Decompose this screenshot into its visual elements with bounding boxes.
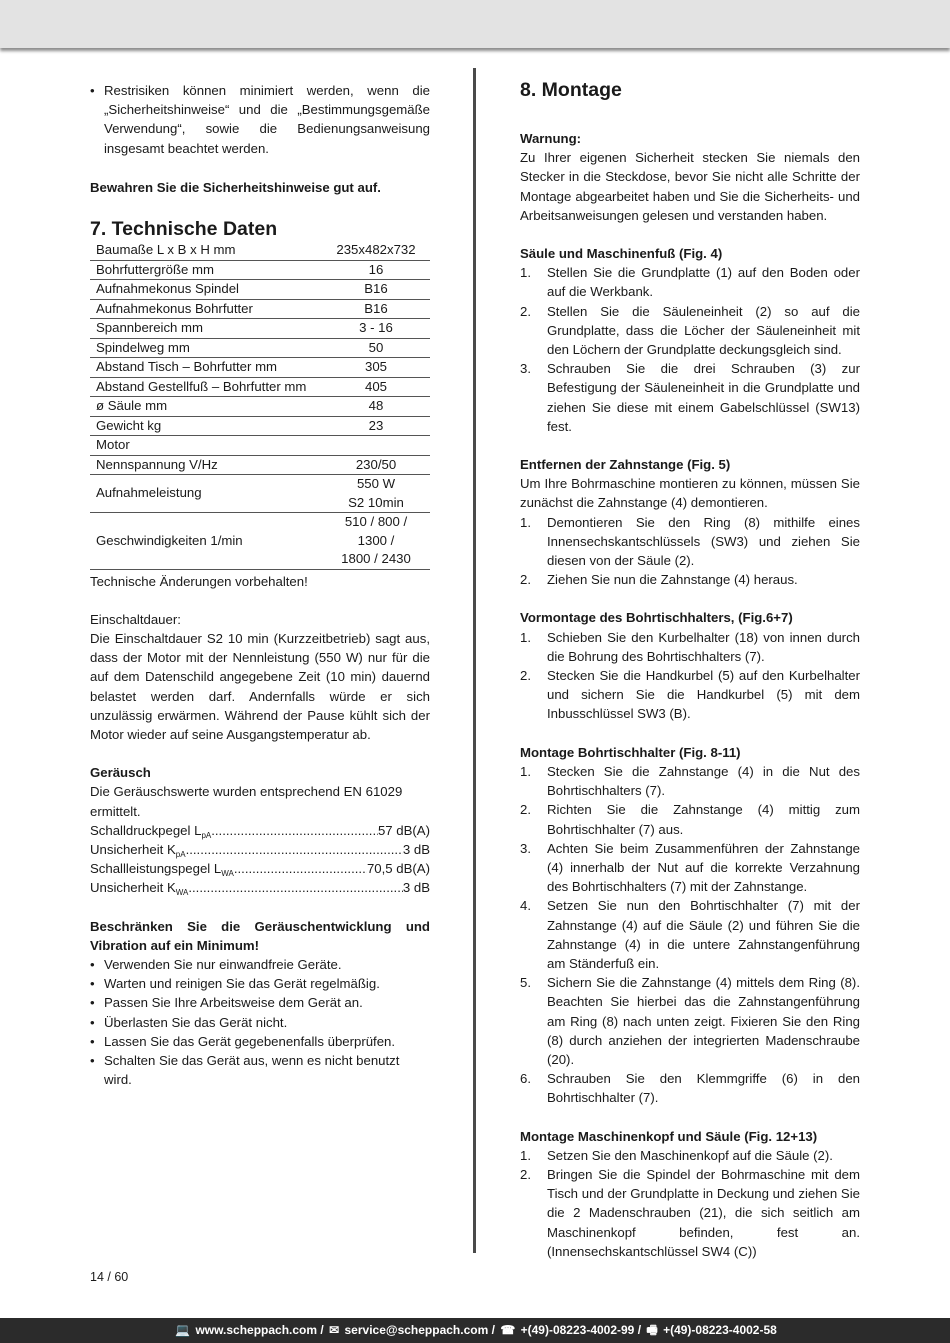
list-item-text: Warten und reinigen Sie das Gerät regelmäßig.: [104, 976, 380, 992]
section-intro: Um Ihre Bohrmaschine montieren zu können, müssen Sie zunächst die Zahnstange (4) demontieren.: [520, 476, 860, 511]
numbered-step: [520, 570, 860, 589]
noise-value: 3 dB: [402, 880, 430, 896]
noise-label-subscript: WA: [221, 869, 234, 879]
dot-leader: [211, 821, 378, 840]
footer-web[interactable]: www.scheppach.com: [195, 1323, 318, 1337]
step-number: 6.: [520, 1071, 531, 1087]
list-item: [90, 1051, 430, 1089]
spec-label: Abstand Gestellfuß – Bohrfutter mm: [90, 377, 322, 397]
spec-row: [90, 397, 430, 417]
bullet-marker: •: [90, 83, 95, 98]
list-item: [90, 993, 430, 1012]
step-number: 2.: [520, 303, 531, 319]
noise-text: Die Geräuschswerte wurden entsprechend EN 61029 ermittelt.: [90, 784, 403, 819]
numbered-step: [520, 666, 860, 724]
spec-label: Bohrfuttergröße mm: [90, 260, 322, 280]
step-text: Schieben Sie den Kurbelhalter (18) von innen durch die Bohrung des Bohrtischhalters (7).: [547, 629, 860, 664]
noise-value-row: [90, 821, 430, 840]
noise-values: [90, 821, 430, 898]
duty-cycle-text: Die Einschaltdauer S2 10 min (Kurzzeitbetrieb) sagt aus, dass der Motor mit der Nennleistung (550 W) nur für die auf dem Datenschild angegebene Zeit (10 min) dauernd belastet werden darf. Andernfalls würde er sich unzulässig erwärmen. Während der Pause kühlt sich der Motor wieder auf seine Ausgangstemperatur ab.: [90, 630, 430, 742]
step-text: Demontieren Sie den Ring (8) mithilfe eines Innensechskantschlüssels (SW3) und ziehen Sie diesen von der Säule (2).: [547, 514, 860, 569]
list-item-text: Passen Sie Ihre Arbeitsweise dem Gerät an.: [104, 995, 363, 1011]
numbered-step: [520, 513, 860, 571]
spec-label: Motor: [90, 436, 322, 456]
spec-label: Aufnahmekonus Bohrfutter: [90, 299, 322, 319]
left-column: [90, 78, 430, 1089]
noise-value-label: [90, 840, 186, 859]
spec-label: Gewicht kg: [90, 416, 322, 436]
assembly-sections: [520, 225, 860, 1261]
noise-label-subscript: pA: [175, 849, 186, 859]
list-item-text: Verwenden Sie nur einwandfreie Geräte.: [104, 956, 342, 972]
numbered-step: [520, 263, 860, 301]
intro-bullet-text: Restrisiken können minimiert werden, wenn die „Sicherheitshinweise“ und die „Bestimmungsgemäße Verwendung“, sowie die Bedienungsanweisung insgesamt beachtet werden.: [104, 83, 430, 156]
list-item: [90, 974, 430, 993]
spec-label: Aufnahmekonus Spindel: [90, 280, 322, 300]
step-text: Stellen Sie die Säuleneinheit (2) so auf die Grundplatte, dass die Löcher der Säuleneinheit mit den Löchern der Grundplatte deckungsgleich sind.: [547, 303, 860, 358]
step-number: 1.: [520, 265, 531, 281]
noise-label-text: Unsicherheit K: [90, 880, 176, 896]
noise-value: 57 dB(A): [377, 822, 430, 838]
footer-separator: /: [320, 1323, 324, 1337]
tech-data-heading: 7. Technische Daten: [90, 218, 278, 241]
duty-cycle-label: Einschaltdauer:: [90, 611, 181, 627]
noise-value-label: [90, 878, 188, 897]
step-number: 4.: [520, 898, 531, 914]
numbered-step: [520, 973, 860, 1069]
warning-label: Warnung:: [520, 131, 582, 146]
step-number: 5.: [520, 975, 531, 991]
spec-row: [90, 241, 430, 260]
numbered-step: [520, 1146, 860, 1165]
spec-value: 235x482x732: [322, 241, 430, 260]
footer-bar: [0, 1318, 950, 1343]
mail-icon: ✉: [329, 1323, 340, 1337]
spec-value: 510 / 800 / 1300 / 1800 / 2430: [322, 513, 430, 570]
bullet-marker: •: [90, 1033, 95, 1049]
step-number: 1.: [520, 1147, 531, 1163]
top-header-bar: [0, 0, 950, 48]
footer-separator: /: [491, 1323, 495, 1337]
bullet-marker: •: [90, 976, 95, 992]
bullet-marker: •: [90, 995, 95, 1011]
step-text: Setzen Sie nun den Bohrtischhalter (7) mit der Zahnstange (4) auf die Säule (2) und führen Sie die Zahnstange (4) in die untere Zahnstangenführung am Ständerfuß ein.: [547, 898, 860, 971]
numbered-step: [520, 1069, 860, 1107]
right-column: [520, 78, 860, 1261]
step-number: 1.: [520, 629, 531, 645]
column-divider: [473, 68, 476, 1253]
list-item: [90, 1013, 430, 1032]
spec-value: 405: [322, 377, 430, 397]
step-text: Richten Sie die Zahnstange (4) mittig zum Bohrtischhalter (7) aus.: [547, 802, 860, 837]
step-number: 3.: [520, 840, 531, 856]
spec-label: Spindelweg mm: [90, 338, 322, 358]
footer-fax: +(49)-08223-4002-58: [663, 1323, 777, 1337]
spec-row: [90, 338, 430, 358]
spec-label: Aufnahmeleistung: [90, 475, 322, 513]
spec-value: B16: [322, 299, 430, 319]
noise-value-row: [90, 878, 430, 897]
numbered-step: [520, 302, 860, 360]
noise-value-label: [90, 821, 211, 840]
step-text: Ziehen Sie nun die Zahnstange (4) heraus.: [547, 572, 798, 588]
noise-label-text: Schallleistungspegel L: [90, 861, 222, 877]
spec-row: [90, 475, 430, 513]
section-heading: Vormontage des Bohrtischhalters, (Fig.6+7): [520, 610, 793, 626]
noise-label-text: Schalldruckpegel L: [90, 822, 202, 838]
step-text: Stecken Sie die Zahnstange (4) in die Nut des Bohrtischhalters (7).: [547, 763, 860, 799]
spec-row: [90, 299, 430, 319]
numbered-step: [520, 359, 860, 436]
list-item-text: Lassen Sie das Gerät gegebenenfalls überprüfen.: [104, 1033, 396, 1049]
numbered-step: [520, 762, 860, 800]
spec-row: [90, 260, 430, 280]
spec-row: [90, 319, 430, 339]
spec-table: [90, 241, 430, 570]
step-number: 2.: [520, 802, 531, 818]
numbered-step: [520, 896, 860, 973]
dot-leader: [186, 840, 403, 859]
keep-instructions-note: Bewahren Sie die Sicherheitshinweise gut auf.: [90, 179, 381, 195]
footer-separator: /: [637, 1323, 642, 1337]
step-number: 1.: [520, 763, 531, 779]
spec-value: 16: [322, 260, 430, 280]
bullet-marker: •: [90, 1014, 95, 1030]
noise-heading: Geräusch: [90, 765, 151, 781]
section-heading: Montage Maschinenkopf und Säule (Fig. 12+13): [520, 1128, 818, 1144]
spec-label: Nennspannung V/Hz: [90, 455, 322, 475]
bullet-marker: •: [90, 1052, 95, 1068]
noise-value-row: [90, 859, 430, 878]
spec-row: [90, 455, 430, 475]
spec-label: Abstand Tisch – Bohrfutter mm: [90, 358, 322, 378]
step-number: 2.: [520, 668, 531, 684]
spec-row: [90, 377, 430, 397]
spec-row: [90, 513, 430, 570]
noise-limit-list: [90, 955, 430, 1089]
bullet-marker: •: [90, 956, 95, 972]
list-item: [90, 955, 430, 974]
step-number: 2.: [520, 1166, 531, 1182]
spec-row: [90, 436, 430, 456]
spec-value: [322, 436, 430, 456]
step-text: Schrauben Sie die drei Schrauben (3) zur Befestigung der Säuleneinheit in die Grundplatte und ziehen Sie diese mit einem Gabelschlüssel (SW13) fest.: [547, 361, 860, 434]
noise-value-label: [90, 859, 234, 878]
step-text: Sichern Sie die Zahnstange (4) mittels dem Ring (8). Beachten Sie hierbei das die Zahnstangenführung am Ring (8) nach unten zeigt. Fixieren Sie den Ring (8) durch anziehen der integrierten Madenschraube (20).: [547, 975, 860, 1067]
spec-label: Baumaße L x B x H mm: [90, 241, 322, 260]
section-heading: Säule und Maschinenfuß (Fig. 4): [520, 246, 723, 262]
step-number: 3.: [520, 361, 531, 377]
warning-text: Zu Ihrer eigenen Sicherheit stecken Sie niemals den Stecker in die Steckdose, bevor Sie nicht alle Schritte der Montage abgearbeitet haben und Sie die Sicherheits- und Arbeitsanweisungen gelesen und verstanden haben.: [520, 150, 860, 223]
spec-value: B16: [322, 280, 430, 300]
section-heading: Montage Bohrtischhalter (Fig. 8-11): [520, 744, 741, 760]
noise-value: 70,5 dB(A): [366, 861, 430, 877]
step-number: 2.: [520, 572, 531, 588]
spec-value: 305: [322, 358, 430, 378]
step-text: Schrauben Sie den Klemmgriffe (6) in den Bohrtischhalter (7).: [547, 1071, 860, 1106]
noise-label-subscript: WA: [175, 888, 189, 898]
step-number: 1.: [520, 514, 531, 530]
noise-limit-heading: Beschränken Sie die Geräuschentwicklung und Vibration auf ein Minimum!: [90, 918, 430, 953]
numbered-step: [520, 800, 860, 838]
computer-icon: 💻: [175, 1323, 191, 1337]
spec-value: 48: [322, 397, 430, 417]
spec-row: [90, 358, 430, 378]
noise-value: 3 dB: [402, 841, 430, 857]
assembly-heading: 8. Montage: [520, 79, 622, 101]
step-text: Stellen Sie die Grundplatte (1) auf den Boden oder auf die Werkbank.: [547, 265, 860, 300]
noise-label-subscript: pA: [201, 830, 212, 840]
list-item-text: Schalten Sie das Gerät aus, wenn es nicht benutzt wird.: [104, 1052, 400, 1088]
spec-value: 230/50: [322, 455, 430, 475]
step-text: Setzen Sie den Maschinenkopf auf die Säule (2).: [547, 1147, 833, 1163]
numbered-step: [520, 628, 860, 666]
spec-label: Spannbereich mm: [90, 319, 322, 339]
page-number: 14 / 60: [90, 1270, 129, 1284]
step-text: Bringen Sie die Spindel der Bohrmaschine mit dem Tisch und der Grundplatte in Deckung und ziehen Sie die 2 Madenschrauben (21), die sich seitlich am Maschinenkopf befinden, fest an. (Innensechskantschlüssel SW4 (C)): [547, 1166, 860, 1259]
fax-icon: 🖷: [646, 1323, 658, 1337]
dot-leader: [188, 878, 403, 897]
numbered-step: [520, 1165, 860, 1261]
spec-label: Geschwindigkeiten 1/min: [90, 513, 322, 570]
dot-leader: [234, 859, 367, 878]
spec-value: 23: [322, 416, 430, 436]
list-item: [90, 1032, 430, 1051]
section-heading: Entfernen der Zahnstange (Fig. 5): [520, 457, 731, 473]
spec-row: [90, 416, 430, 436]
noise-value-row: [90, 840, 430, 859]
phone-icon: ☎: [500, 1323, 516, 1337]
footer-email[interactable]: service@scheppach.com: [344, 1323, 489, 1337]
list-item-text: Überlasten Sie das Gerät nicht.: [104, 1014, 288, 1030]
spec-label: ø Säule mm: [90, 397, 322, 417]
footer-phone: +(49)-08223-4002-99: [520, 1323, 635, 1337]
numbered-step: [520, 839, 860, 897]
noise-label-text: Unsicherheit K: [90, 841, 176, 857]
tech-changes-note: Technische Änderungen vorbehalten!: [90, 573, 308, 589]
step-text: Stecken Sie die Handkurbel (5) auf den Kurbelhalter und sichern Sie die Handkurbel (5) mit dem Inbusschlüssel SW3 (B).: [547, 668, 860, 722]
spec-value: 550 W S2 10min: [322, 475, 430, 513]
intro-bullet: [90, 81, 430, 158]
step-text: Achten Sie beim Zusammenführen der Zahnstange (4) innerhalb der Nut auf die korrekte Verzahnung des Bohrtischhalters (7) mit der Zahnstange.: [547, 840, 860, 895]
spec-row: [90, 280, 430, 300]
spec-value: 3 - 16: [322, 319, 430, 339]
spec-value: 50: [322, 338, 430, 358]
